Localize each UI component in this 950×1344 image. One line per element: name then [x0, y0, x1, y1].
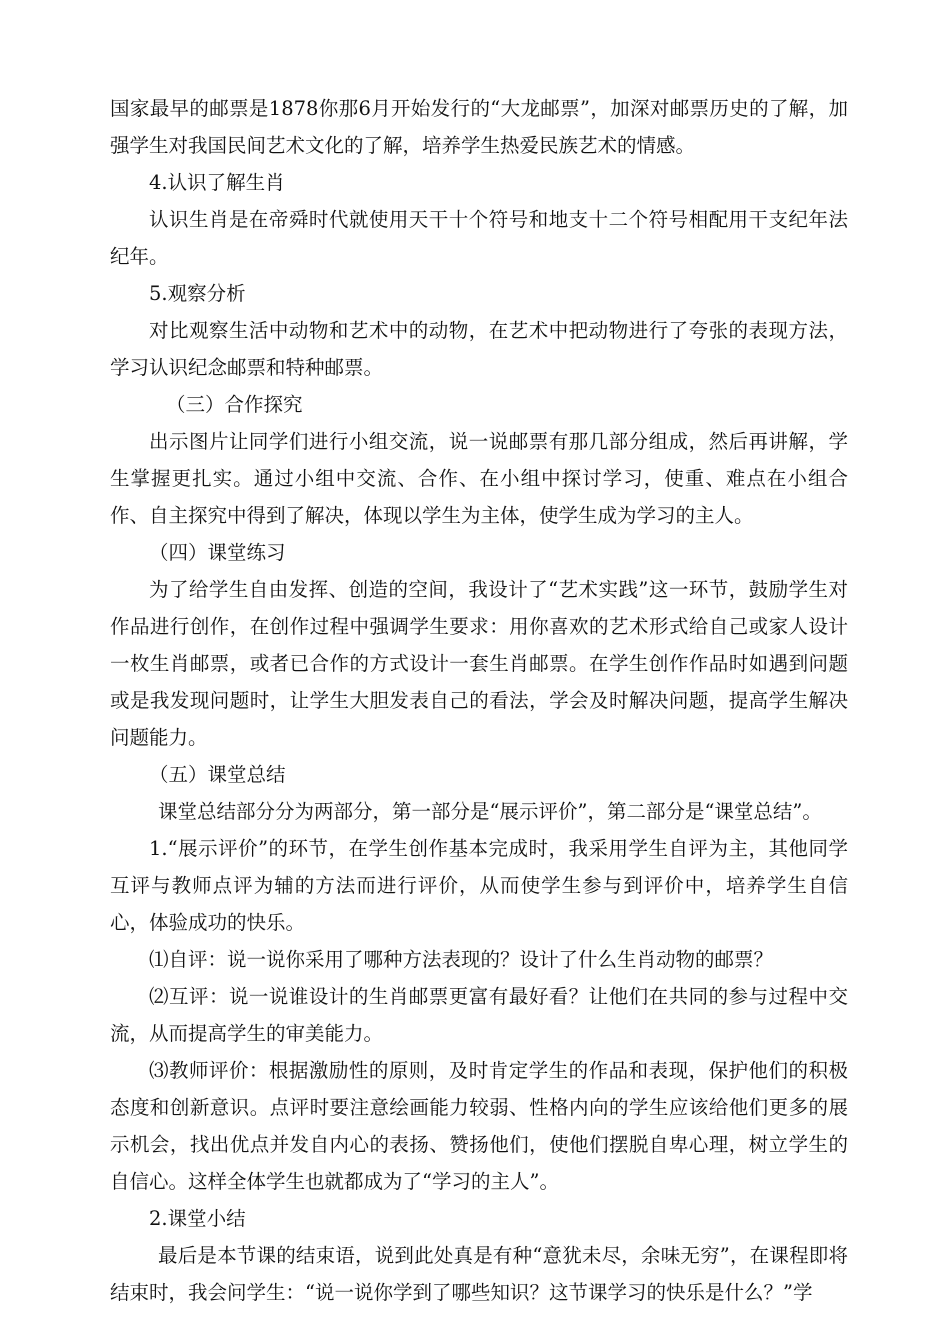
paragraph-closing: 最后是本节课的结束语，说到此处真是有种“意犹未尽，余味无穷”，在课程即将结束时，我会问学生：“说一说你学到了哪些知识？这节课学习的快乐是什么？”学: [110, 1244, 848, 1304]
paragraph-zodiac: 认识生肖是在帝舜时代就使用天干十个符号和地支十二个符号相配用干支纪年法纪年。: [110, 208, 848, 268]
heading-cooperative-inquiry: （三）合作探究: [166, 393, 303, 416]
paragraph-display-evaluation: 1.“展示评价”的环节，在学生创作基本完成时，我采用学生自评为主，其他同学互评与教师点评为辅的方法而进行评价，从而使学生参与到评价中，培养学生自信心，体验成功的快乐。: [110, 837, 848, 934]
heading-zodiac-understanding: 4.认识了解生肖: [149, 171, 285, 194]
paragraph-observation: 对比观察生活中动物和艺术中的动物，在艺术中把动物进行了夸张的表现方法，学习认识纪念邮票和特种邮票。: [110, 319, 848, 379]
document-body: [110, 90, 848, 1311]
heading-classroom-practice: （四）课堂练习: [149, 541, 286, 564]
heading-classroom-summary: （五）课堂总结: [149, 763, 286, 786]
paragraph-practice: 为了给学生自由发挥、创造的空间，我设计了“艺术实践”这一环节，鼓励学生对作品进行创作，在创作过程中强调学生要求：用你喜欢的艺术形式给自己或家人设计一枚生肖邮票，或者已合作的方式设计一套生肖邮票。在学生创作作品时如遇到问题或是我发现问题时，让学生大胆发表自己的看法，学会及时解决问题，提高学生解决问题能力。: [110, 578, 848, 749]
paragraph-cooperative: 出示图片让同学们进行小组交流，说一说邮票有那几部分组成，然后再讲解，学生掌握更扎实。通过小组中交流、合作、在小组中探讨学习，使重、难点在小组合作、自主探究中得到了解决，体现以学生为主体，使学生成为学习的主人。: [110, 430, 848, 527]
paragraph-teacher-evaluation: ⑶教师评价：根据激励性的原则，及时肯定学生的作品和表现，保护他们的积极态度和创新意识。点评时要注意绘画能力较弱、性格内向的学生应该给他们更多的展示机会，找出优点并发自内心的表扬、赞扬他们，使他们摆脱自卑心理，树立学生的自信心。这样全体学生也就都成为了“学习的主人”。: [110, 1059, 848, 1193]
heading-lesson-summary: 2.课堂小结: [149, 1207, 246, 1230]
paragraph-self-evaluation: ⑴自评：说一说你采用了哪种方法表现的？设计了什么生肖动物的邮票？: [149, 948, 774, 971]
heading-observation-analysis: 5.观察分析: [149, 282, 246, 305]
paragraph-stamp-history: 国家最早的邮票是1878你那6月开始发行的“大龙邮票”，加深对邮票历史的了解，加强学生对我国民间艺术文化的了解，培养学生热爱民族艺术的情感。: [110, 97, 848, 157]
paragraph-peer-evaluation: ⑵互评：说一说谁设计的生肖邮票更富有最好看？让他们在共同的参与过程中交流，从而提高学生的审美能力。: [110, 985, 848, 1045]
paragraph-summary-intro: 课堂总结部分分为两部分，第一部分是“展示评价”，第二部分是“课堂总结”。: [158, 800, 822, 823]
